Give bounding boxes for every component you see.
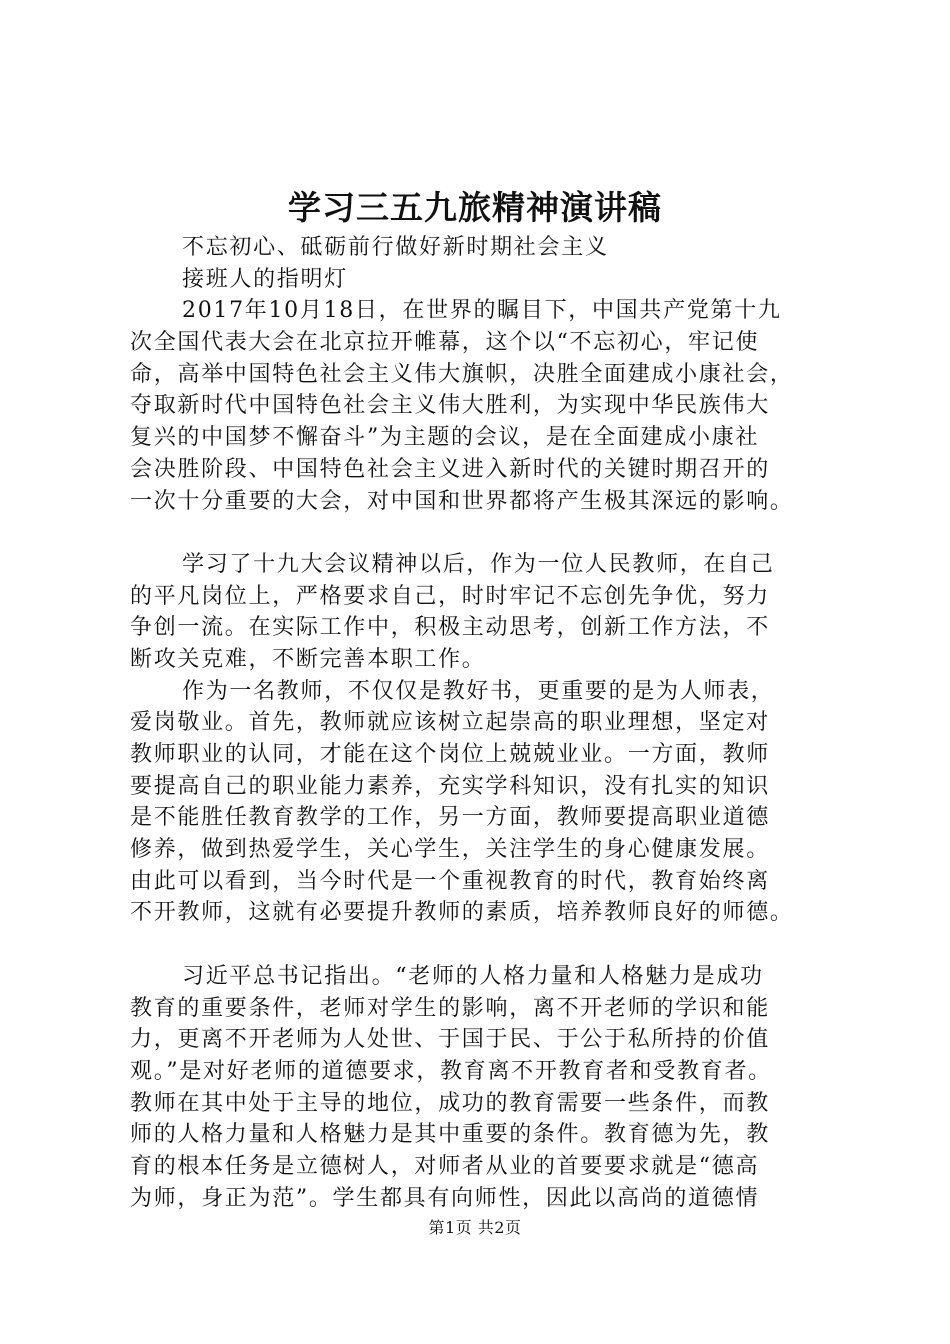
blank-line [130,929,830,961]
text-line: 2017年10月18日，在世界的瞩目下，中国共产党第十九 [182,298,782,324]
text-line: 教师职业的认同，才能在这个岗位上兢兢业业。一方面，教师 [130,742,770,767]
text-line: 复兴的中国梦不懈奋斗”为主题的会议，是在全面建成小康社 [130,425,760,451]
text-line: 要提高自己的职业能力素养，充实学科知识，没有扎实的知识 [130,773,770,799]
text-line: 教育的重要条件，老师对学生的影响，离不开老师的学识和能 [130,995,770,1021]
text-line: 为师，身正为范”。学生都具有向师性，因此以高尚的道德情 [130,1185,760,1211]
blank-line [130,517,830,549]
text-line: 育的根本任务是立德树人，对师者从业的首要要求就是“德高 [130,1153,760,1179]
text-line: 一次十分重要的大会，对中国和世界都将产生极其深远的影响。 [130,488,794,514]
text-line: 不开教师，这就有必要提升教师的素质，培养教师良好的师德。 [130,900,794,926]
text-line: 断攻关克难，不断完善本职工作。 [130,646,486,672]
text-line: 爱岗敬业。首先，教师就应该树立起崇高的职业理想，坚定对 [130,710,770,736]
text-line: 是不能胜任教育教学的工作，另一方面，教师要提高职业道德 [130,805,770,831]
text-line: 会决胜阶段、中国特色社会主义进入新时代的关键时期召开的 [130,456,770,482]
text-line: 不忘初心、砥砺前行做好新时期社会主义 [182,235,609,260]
text-line: 次全国代表大会在北京拉开帷幕，这个以“不忘初心，牢记使 [130,330,760,356]
text-line: 学习了十九大会议精神以后，作为一位人民教师，在自己 [182,551,775,577]
text-line: 修养，做到热爱学生，关心学生，关注学生的身心健康发展。 [130,837,770,863]
document-body [130,232,830,1214]
text-line: 夺取新时代中国特色社会主义伟大胜利，为实现中华民族伟大 [130,393,770,419]
text-line: 的平凡岗位上，严格要求自己，时时牢记不忘创先争优，努力 [130,583,770,609]
page-footer: 第1页 共2页 [428,1218,522,1237]
text-line: 由此可以看到，当今时代是一个重视教育的时代，教育始终离 [130,868,770,894]
text-line: 接班人的指明灯 [182,266,348,292]
text-line: 争创一流。在实际工作中，积极主动思考，创新工作方法，不 [130,615,770,641]
text-line: 力，更离不开老师为人处世、于国于民、于公于私所持的价值 [130,1027,770,1053]
text-line: 观。”是对好老师的道德要求，教育离不开教育者和受教育者。 [130,1058,772,1084]
text-line: 教师在其中处于主导的地位，成功的教育需要一些条件，而教 [130,1090,770,1116]
text-line: 作为一名教师，不仅仅是教好书，更重要的是为人师表， [182,678,775,704]
text-line: 命，高举中国特色社会主义伟大旗帜，决胜全面建成小康社会， [130,361,794,387]
text-line: 师的人格力量和人格魅力是其中重要的条件。教育德为先，教 [130,1122,770,1148]
document-title: 学习三五九旅精神演讲稿 [288,188,662,227]
text-line: 习近平总书记指出。“老师的人格力量和人格魅力是成功 [182,963,764,989]
